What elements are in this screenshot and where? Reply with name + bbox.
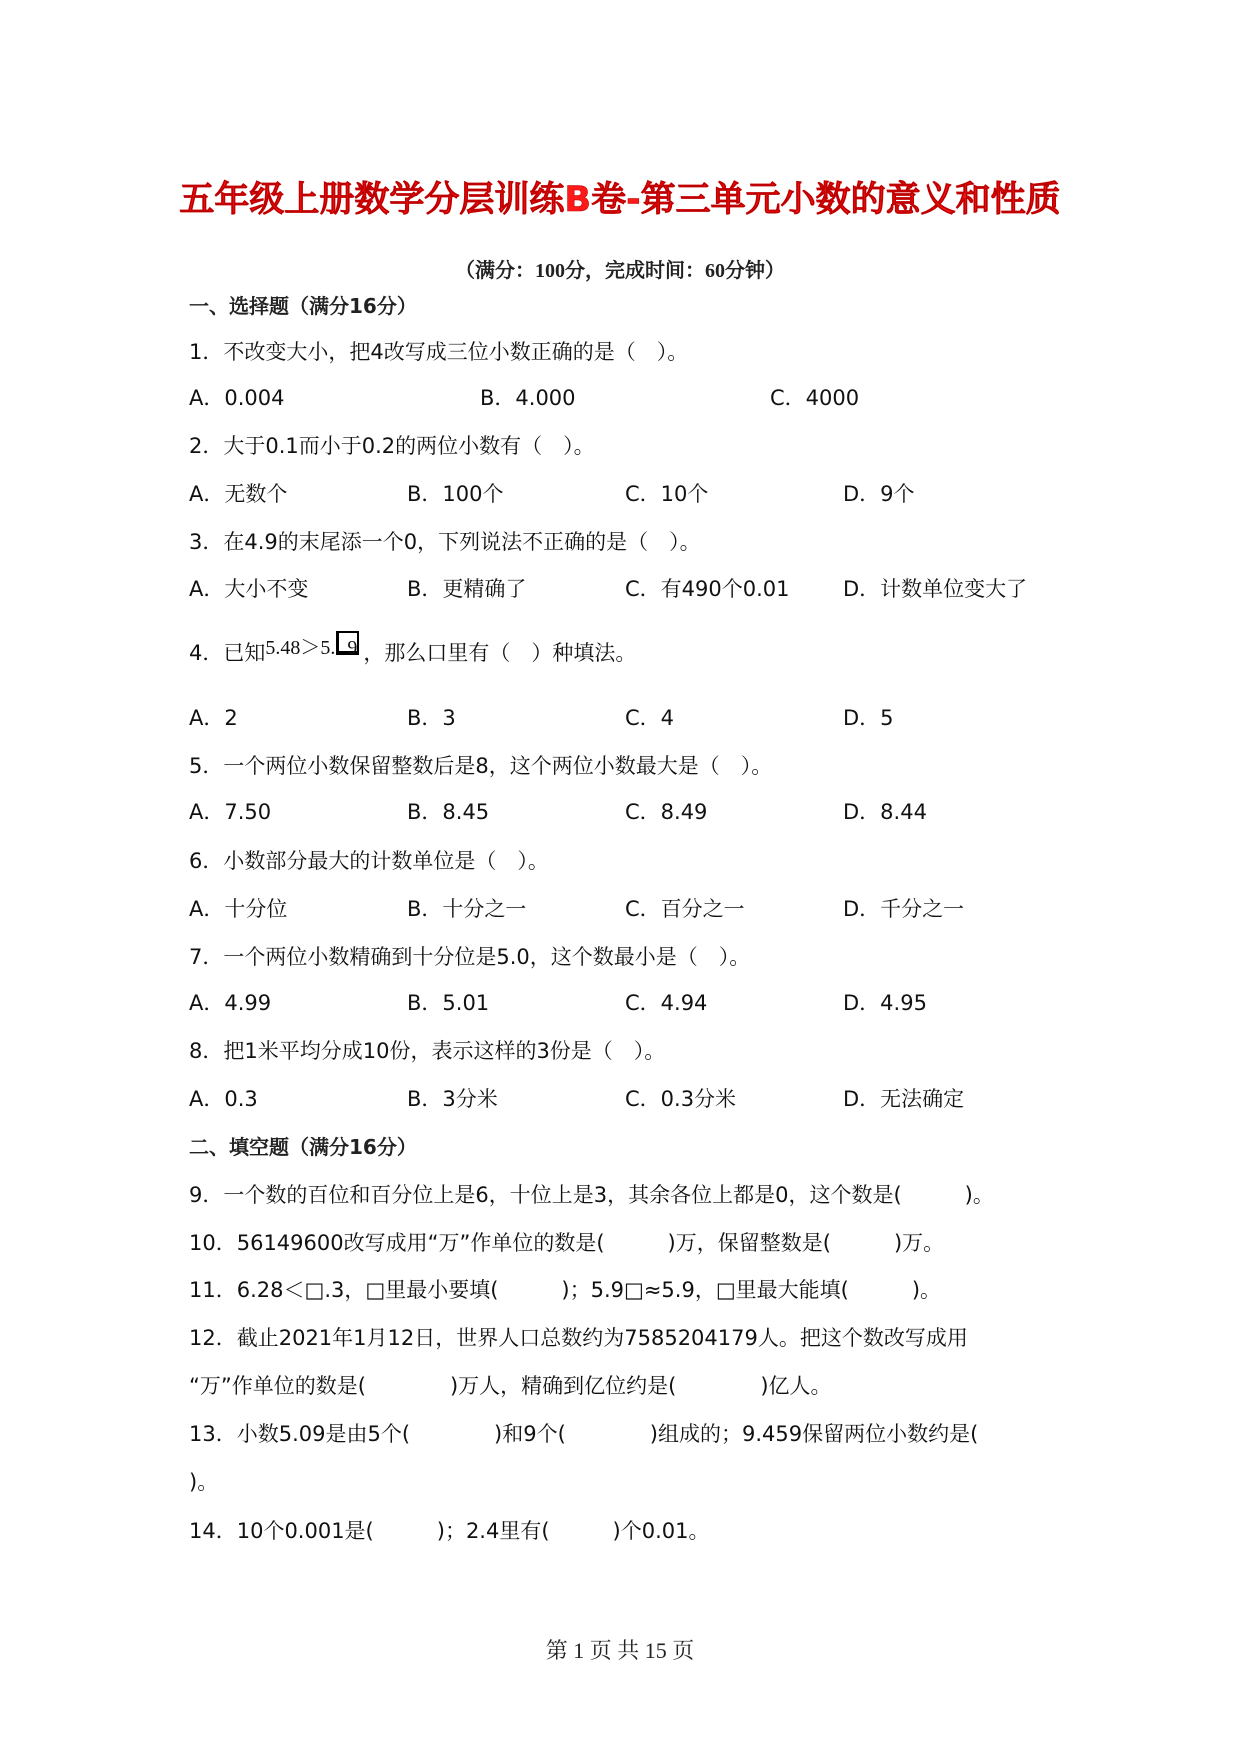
option-2b: B．100个 <box>407 482 504 506</box>
question-2: 2．大于0.1而小于0.2的两位小数有（ ）。 <box>189 434 595 458</box>
question-7: 7．一个两位小数精确到十分位是5.0，这个数最小是（ ）。 <box>189 945 751 969</box>
option-3c: C．有490个0.01 <box>625 577 790 601</box>
document-title: 五年级上册数学分层训练B卷-第三单元小数的意义和性质 <box>179 180 1061 220</box>
question-8: 8．把1米平均分成10份，表示这样的3份是（ ）。 <box>189 1039 666 1063</box>
option-6d: D．千分之一 <box>843 897 965 921</box>
question-10: 10．56149600改写成用“万”作单位的数是( )万，保留整数是( )万。 <box>189 1231 945 1255</box>
option-8d: D．无法确定 <box>843 1087 965 1111</box>
inequality-formula: 5.48＞5. 9 <box>265 637 357 659</box>
option-4d: D．5 <box>843 706 894 730</box>
question-14: 14．10个0.001是( )；2.4里有( )个0.01。 <box>189 1519 710 1543</box>
question-6: 6．小数部分最大的计数单位是（ ）。 <box>189 849 549 873</box>
section-header-choice: 一、选择题（满分16分） <box>189 294 417 318</box>
option-2c: C．10个 <box>625 482 709 506</box>
option-8b: B．3分米 <box>407 1087 498 1111</box>
option-7b: B．5.01 <box>407 991 490 1015</box>
option-1a: A．0.004 <box>189 386 285 410</box>
option-7d: D．4.95 <box>843 991 927 1015</box>
page-number-footer: 第 1 页 共 15 页 <box>545 1638 695 1663</box>
option-3b: B．更精确了 <box>407 577 527 601</box>
option-4b: B．3 <box>407 706 456 730</box>
question-3: 3．在4.9的末尾添一个0，下列说法不正确的是（ ）。 <box>189 530 701 554</box>
option-4c: C．4 <box>625 706 675 730</box>
option-5a: A．7.50 <box>189 800 272 824</box>
question-4 <box>189 637 636 667</box>
section-header-fill: 二、填空题（满分16分） <box>189 1135 417 1159</box>
option-1c: C．4000 <box>770 386 860 410</box>
score-time-note: （满分：100分，完成时间：60分钟） <box>455 260 785 282</box>
question-1: 1．不改变大小，把4改写成三位小数正确的是（ ）。 <box>189 340 689 364</box>
question-11: 11．6.28＜□.3，□里最小要填( )；5.9□≈5.9，□里最大能填( )。 <box>189 1278 942 1302</box>
option-2d: D．9个 <box>843 482 915 506</box>
question-12-line2: “万”作单位的数是( )万人，精确到亿位约是( )亿人。 <box>189 1374 832 1398</box>
option-8a: A．0.3 <box>189 1087 258 1111</box>
question-4-suffix: ，那么口里有（ ）种填法。 <box>363 641 637 665</box>
option-5b: B．8.45 <box>407 800 490 824</box>
option-8c: C．0.3分米 <box>625 1087 737 1111</box>
option-3a: A．大小不变 <box>189 577 309 601</box>
question-9: 9．一个数的百位和百分位上是6，十位上是3，其余各位上都是0，这个数是( )。 <box>189 1183 994 1207</box>
option-5c: C．8.49 <box>625 800 708 824</box>
question-4-prefix: 4．已知 <box>189 641 266 665</box>
option-3d: D．计数单位变大了 <box>843 577 1028 601</box>
option-7a: A．4.99 <box>189 991 272 1015</box>
question-12-line1: 12．截止2021年1月12日，世界人口总数约为7585204179人。把这个数改写成用 <box>189 1326 968 1350</box>
question-13-line1: 13．小数5.09是由5个( )和9个( )组成的；9.459保留两位小数约是( <box>189 1422 979 1446</box>
question-13-line2: )。 <box>189 1470 219 1494</box>
option-1b: B．4.000 <box>480 386 576 410</box>
question-5: 5．一个两位小数保留整数后是8，这个两位小数最大是（ ）。 <box>189 754 773 778</box>
option-6c: C．百分之一 <box>625 897 745 921</box>
option-6a: A．十分位 <box>189 897 288 921</box>
option-2a: A．无数个 <box>189 482 288 506</box>
option-4a: A．2 <box>189 706 238 730</box>
option-7c: C．4.94 <box>625 991 708 1015</box>
option-5d: D．8.44 <box>843 800 927 824</box>
option-6b: B．十分之一 <box>407 897 527 921</box>
